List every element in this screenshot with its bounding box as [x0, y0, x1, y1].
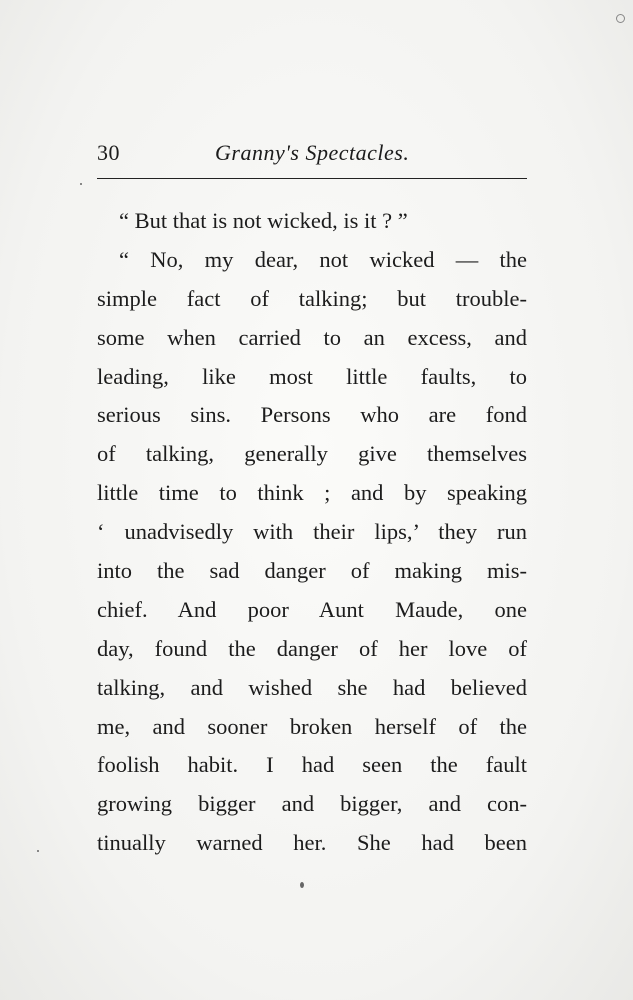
text-line: “ But that is not wicked, is it ? ”	[119, 208, 408, 233]
text-line: simple fact of talking; but trouble-	[97, 285, 527, 311]
text-line: little time to think ; and by speaking	[97, 480, 527, 506]
text-line: “ No, my dear, not wicked — the	[119, 246, 527, 272]
text-line: leading, like most little faults, to	[97, 363, 527, 389]
text-line: some when carried to an excess, and	[97, 324, 527, 350]
text-line: day, found the danger of her love of	[97, 635, 527, 661]
text-line: chief. And poor Aunt Maude, one	[97, 596, 527, 622]
text-line: ‘ unadvisedly with their lips,’ they run	[97, 519, 527, 545]
running-head	[97, 140, 527, 170]
text-line: into the sad danger of making mis-	[97, 558, 527, 584]
running-title: Granny's Spectacles.	[215, 140, 410, 165]
paper-speck	[80, 183, 82, 185]
paper-speck	[616, 14, 625, 23]
header-rule	[97, 178, 527, 179]
paper-speck	[37, 850, 39, 852]
text-line: tinually warned her. She had been	[97, 830, 527, 856]
text-line: serious sins. Persons who are fond	[97, 402, 527, 428]
body-text	[97, 202, 527, 863]
text-line: foolish habit. I had seen the fault	[97, 752, 527, 778]
text-line: me, and sooner broken herself of the	[97, 713, 527, 739]
paper-speck	[300, 882, 304, 888]
text-line: talking, and wished she had believed	[97, 674, 527, 700]
text-line: of talking, generally give themselves	[97, 441, 527, 467]
page-number: 30	[97, 140, 120, 165]
text-line: growing bigger and bigger, and con-	[97, 791, 527, 817]
